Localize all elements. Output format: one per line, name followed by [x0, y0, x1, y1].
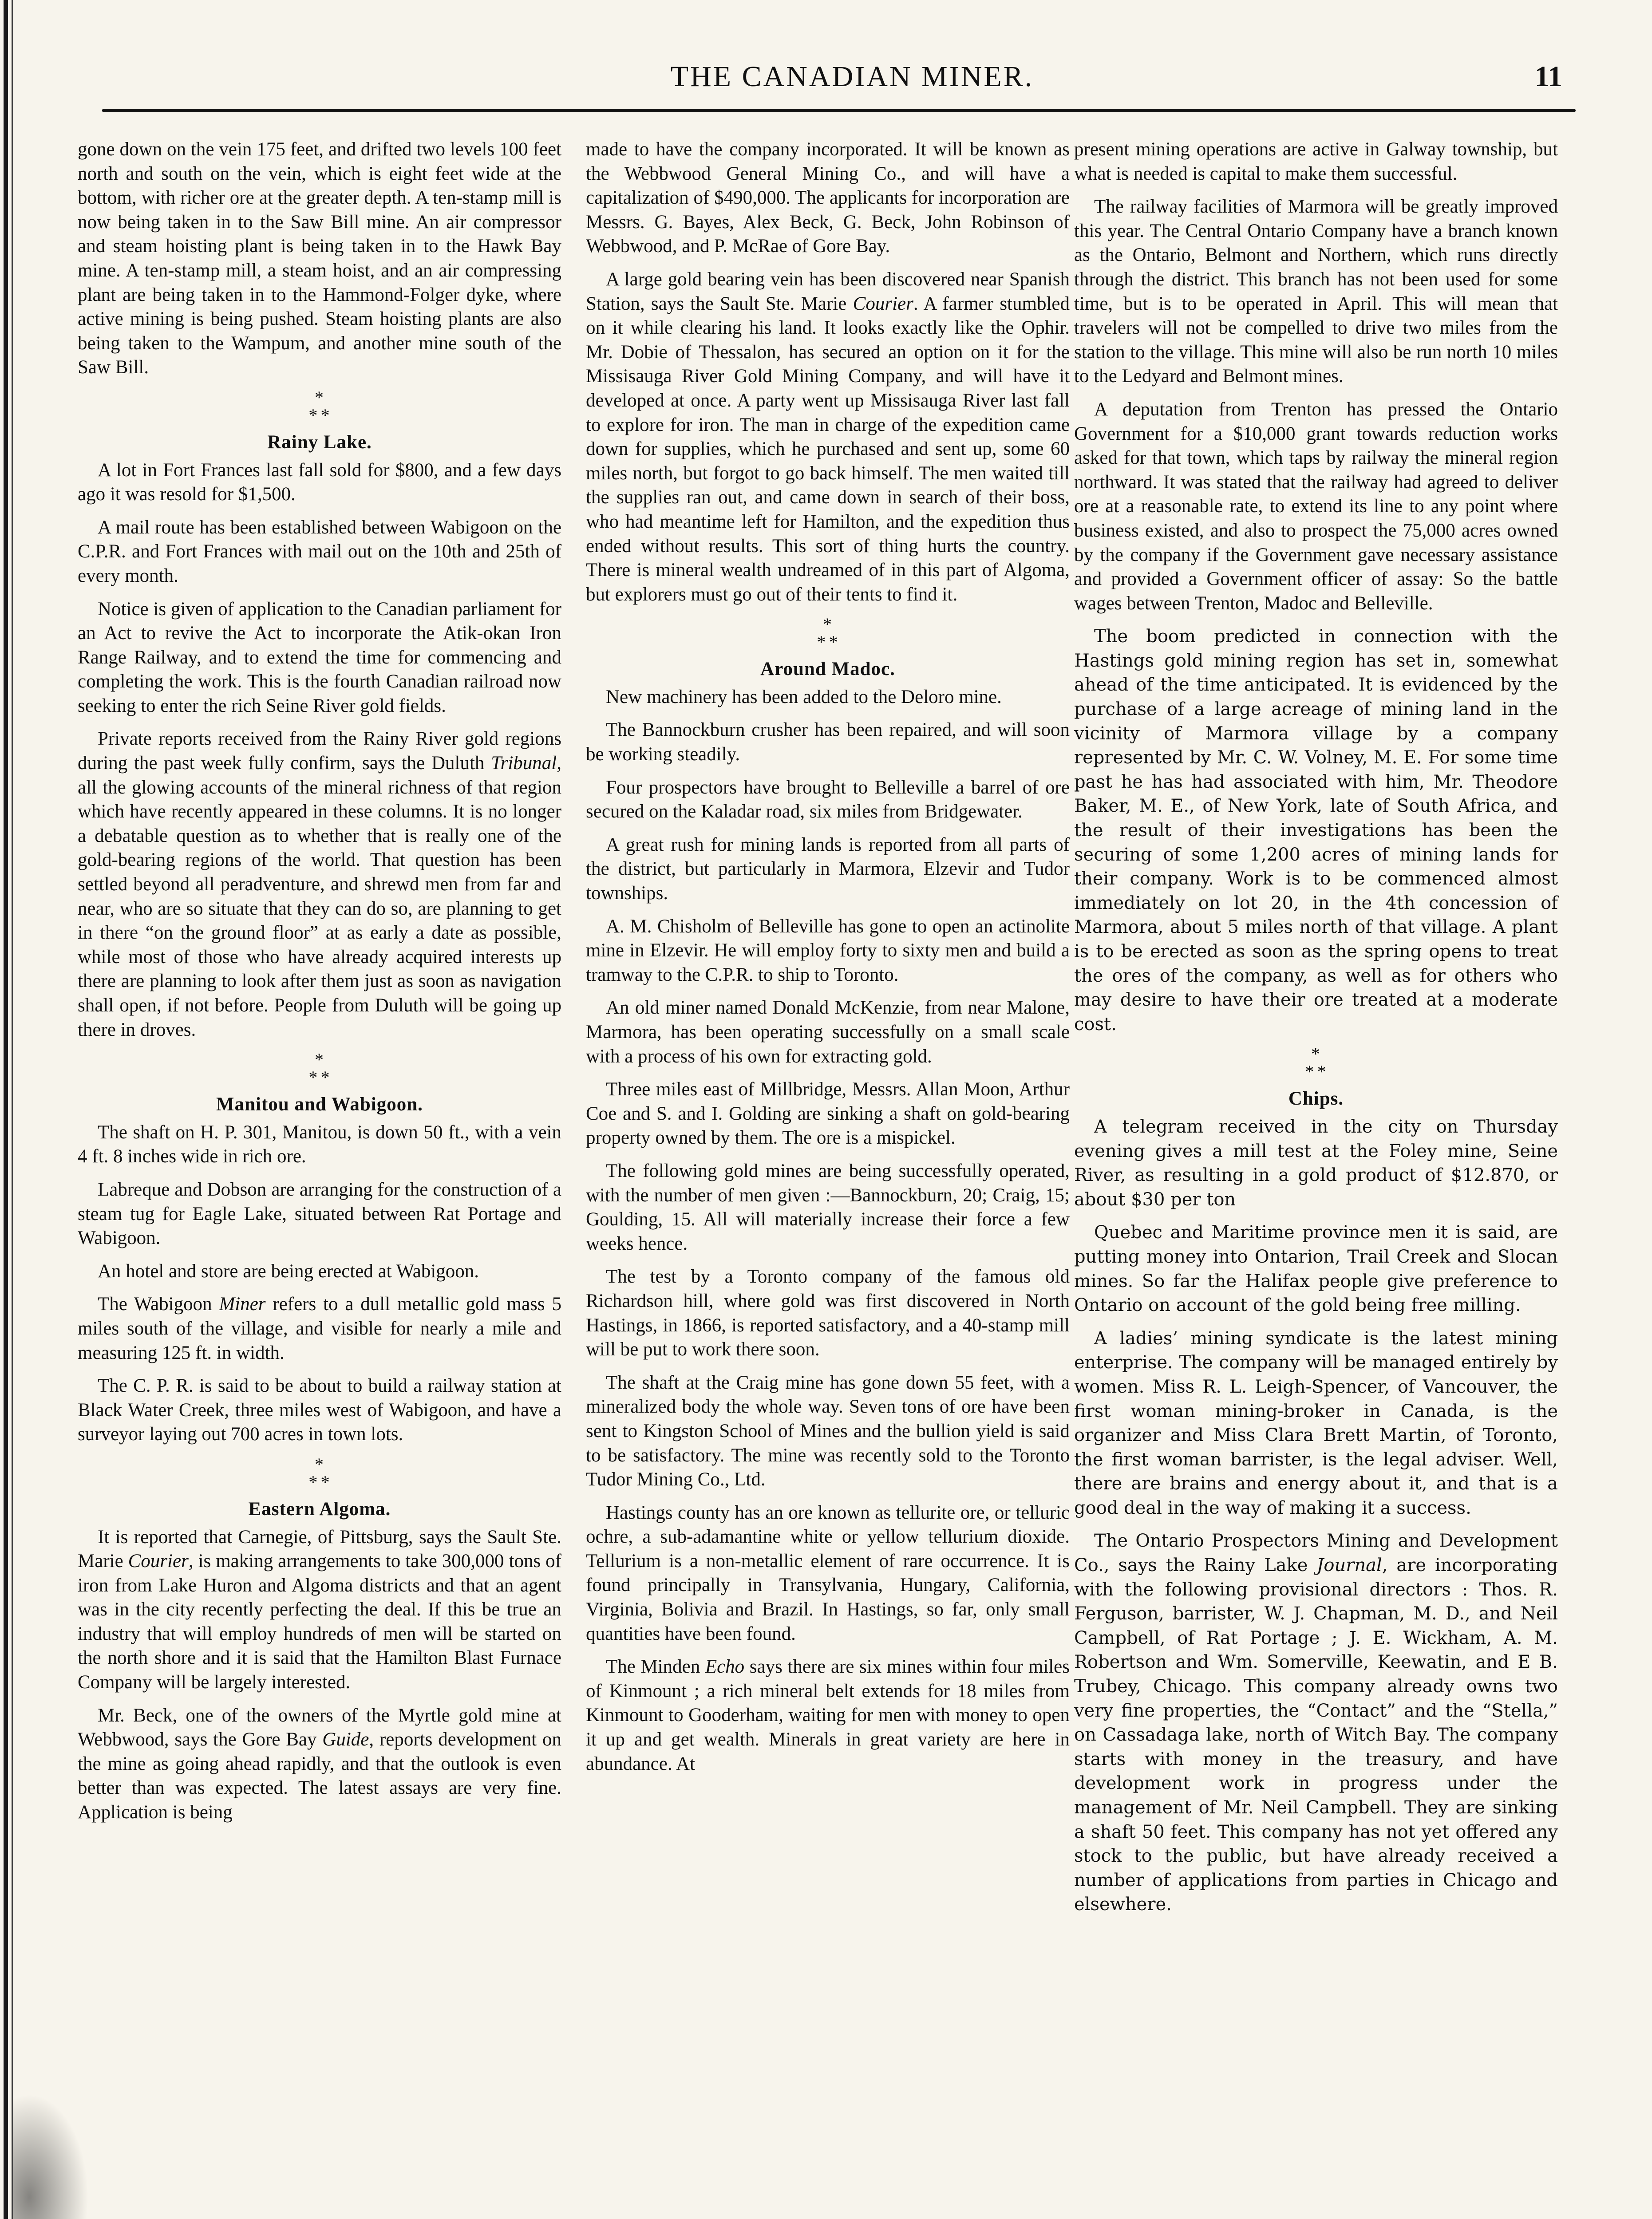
paragraph: Mr. Beck, one of the owners of the Myrtle gold mine at Webbwood, says the Gore Bay Guide, reports development on the mine as going ahead rapidly, and that the outlook is even better than was expected. The latest assays are very fine. Application is being [78, 1705, 561, 1823]
section-separator: * * * [308, 387, 331, 425]
column-2 [586, 138, 1070, 2218]
paragraph: The Wabigoon Miner refers to a dull metallic gold mass 5 miles south of the village, and visible for nearly a mile and measuring 125 ft. in width. [78, 1294, 561, 1363]
paragraph: Quebec and Maritime province men it is said, are putting money into Ontarion, Trail Creek and Slocan mines. So far the Halifax people give preference to Ontario on account of the gold being free milling. [1074, 1222, 1558, 1316]
paragraph: The Minden Echo says there are six mines within four miles of Kinmount ; a rich mineral belt extends for 18 miles from Kinmount to Gooderham, waiting for men with money to open it up and get wealth. Minerals in great variety are here in abundance. At [586, 1656, 1070, 1774]
paragraph: An old miner named Donald McKenzie, from near Malone, Marmora, has been operating successfully on a small scale with a process of his own for extracting gold. [586, 997, 1070, 1067]
paragraph: Labreque and Dobson are arranging for the construction of a steam tug for Eagle Lake, situated between Rat Portage and Wabigoon. [78, 1179, 561, 1249]
paragraph: Four prospectors have brought to Belleville a barrel of ore secured on the Kaladar road, six miles from Bridgewater. [586, 777, 1070, 822]
paragraph: The Bannockburn crusher has been repaired, and will soon be working steadily. [586, 719, 1070, 765]
header-rule [102, 109, 1576, 112]
binding-edge-inner [12, 0, 13, 2219]
paragraph: Private reports received from the Rainy River gold regions during the past week fully confirm, says the Duluth Tribunal, all the glowing accounts of the mineral richness of that region which have recently appeared in these columns. It is no longer a debatable question as to whether that is really one of the gold-bearing regions of the world. That question has been settled beyond all peradventure, and shrewd men from far and near, who are so situate that they can do so, are planning to get in there “on the ground floor” at as early a date as possible, while most of those who have already acquired interests up there are planning to look after them just as soon as navigation shall open, if not before. People from Duluth will be going up there in droves. [78, 728, 561, 1040]
section-separator: * * * [308, 1454, 331, 1492]
article-continuation: made to have the company incorporated. It will be known as the Webbwood General Mining Co., and will have a capitalization of $490,000. The applicants for incorporation are Messrs. G. Bayes, Alex Beck, G. Beck, John Robinson of Webbwood, and P. McRae of Gore Bay. [586, 139, 1070, 257]
heading-around-madoc: Around Madoc. [760, 659, 895, 680]
paragraph: Hastings county has an ore known as tellurite ore, or telluric ochre, a sub-adamantine white or yellow tellurium dioxide. Tellurium is a non-metallic element of rare occurrence. It is found principally in Transylvania, Hungary, California, Virginia, Bolivia and Brazil. In Hastings, so far, only small quantities have been found. [586, 1502, 1070, 1644]
paragraph: An hotel and store are being erected at Wabigoon. [98, 1260, 479, 1282]
heading-eastern-algoma: Eastern Algoma. [248, 1498, 391, 1520]
article-continuation: gone down on the vein 175 feet, and drifted two levels 100 feet north and south on the vein, which is eight feet wide at the bottom, with richer ore at the greater depth. A ten-stamp mill is now being taken in to the Saw Bill mine. An air compressor and steam hoisting plant is being taken in to the Hawk Bay mine. A ten-stamp mill, a steam hoist, and an air compressing plant are being taken in to the Hammond-Folger dyke, where active mining is being pushed. Steam hoisting plants are also being taken to the Wampum, and another mine south of the Saw Bill. [78, 139, 561, 378]
heading-manitou-wabigoon: Manitou and Wabigoon. [216, 1094, 423, 1115]
binding-edge [4, 0, 8, 2219]
paragraph: A deputation from Trenton has pressed the Ontario Government for a $10,000 grant towards reduction works asked for that town, which taps by railway the mineral region northward. It was stated that the railway had agreed to deliver ore at a reasonable rate, to extend its line to any point where business existed, and also to prospect the 75,000 acres owned by the company if the Government gave necessary assistance and provided a Government officer of assay: So the battle wages between Trenton, Madoc and Belleville. [1074, 399, 1558, 614]
paragraph: The test by a Toronto company of the famous old Richardson hill, where gold was first discovered in North Hastings, in 1866, is reported satisfactory, and a 40-stamp mill will be put to work there soon. [586, 1266, 1070, 1360]
paragraph: New machinery has been added to the Deloro mine. [606, 686, 1002, 707]
heading-chips: Chips. [1288, 1088, 1344, 1110]
heading-rainy-lake: Rainy Lake. [267, 431, 372, 453]
column-3 [1074, 138, 1558, 2218]
paragraph: The following gold mines are being successfully operated, with the number of men given :—Bannockburn, 20; Craig, 15; Goulding, 15. All will materially increase their force a few weeks hence. [586, 1160, 1070, 1254]
paragraph: A great rush for mining lands is reported from all parts of the district, but particularly in Marmora, Elzevir and Tudor townships. [586, 834, 1070, 904]
paragraph: The boom predicted in connection with the Hastings gold mining region has set in, somewhat ahead of the time anticipated. It is evidenced by the purchase of a large acreage of mining land in the vicinity of Marmora village by a company represented by Mr. C. W. Volney, M. E. For some time past he has had associated with him, Mr. Theodore Baker, M. E., of New York, late of South Africa, and the result of their investigations has been the securing of some 1,200 acres of mining lands for their company. Work is to be commenced almost immediately on lot 20, in the 4th concession of Marmora, about 5 miles north of that village. A plant is to be erected as soon as the spring opens to treat the ores of the company, as well as for others who may desire to have their ore treated at a moderate cost. [1074, 626, 1558, 1034]
paragraph: The shaft on H. P. 301, Manitou, is down 50 ft., with a vein 4 ft. 8 inches wide in rich ore. [78, 1121, 561, 1167]
paragraph: A telegram received in the city on Thursday evening gives a mill test at the Foley mine, Seine River, as resulting in a gold product of $12.870, or about $30 per ton [1074, 1116, 1558, 1210]
paragraph: A lot in Fort Frances last fall sold for $800, and a few days ago it was resold for $1,500. [78, 459, 561, 505]
paragraph: The Ontario Prospectors Mining and Development Co., says the Rainy Lake Journal, are incorporating with the following provisional directors : Thos. R. Ferguson, barrister, W. J. Chapman, M. D., and Neil Campbell, of Rat Portage ; J. E. Wickham, A. M. Robertson and Wm. Somerville, Keewatin, and E B. Trubey, Chicago. This company already owns two very fine properties, the “Contact” and the “Stella,” on Cassadaga lake, north of Witch Bay. The company starts with money in the treasury, and have development work in progress under the management of Mr. Neil Campbell. They are sinking a shaft 50 feet. This company has not yet offered any stock to the public, but have already received a number of applications from parties in Chicago and elsewhere. [1074, 1531, 1558, 1915]
publication-title: THE CANADIAN MINER. [670, 60, 1034, 93]
article-continuation: present mining operations are active in Galway township, but what is needed is capital to make them successful. [1074, 139, 1558, 184]
paragraph: Three miles east of Millbridge, Messrs. Allan Moon, Arthur Coe and S. and I. Golding are sinking a shaft on gold-bearing property owned by them. The ore is a mispickel. [586, 1079, 1070, 1149]
column-1 [78, 138, 561, 2218]
paragraph: Notice is given of application to the Canadian parliament for an Act to revive the Act to incorporate the Atik-okan Iron Range Railway, and to extend the time for commencing and completing the work. This is the fourth Canadian railroad now seeking to enter the rich Seine River gold fields. [78, 598, 561, 716]
paragraph: The C. P. R. is said to be about to build a railway station at Black Water Creek, three miles west of Wabigoon, and have a surveyor laying out 700 acres in town lots. [78, 1375, 561, 1445]
paragraph: A. M. Chisholm of Belleville has gone to open an actinolite mine in Elzevir. He will employ forty to sixty men and build a tramway to the C.P.R. to ship to Toronto. [586, 916, 1070, 985]
section-separator: * * * [308, 1050, 331, 1088]
paragraph: A large gold bearing vein has been discovered near Spanish Station, says the Sault Ste. Marie Courier. A farmer stumbled on it while clearing his land. It looks exactly like the Ophir. Mr. Dobie of Thessalon, has secured an option on it for the Missisauga River Gold Mining Company, and will have it developed at once. A party went up Missisauga River last fall to explore for iron. The man in charge of the expedition came down for supplies, which he purchased and sent up, some 60 miles north, but forgot to go back himself. The men waited till the supplies ran out, and came down in search of their boss, who had meantime left for Hamilton, and the expedition thus ended without results. This sort of thing hurts the country. There is mineral wealth undreamed of in this part of Algoma, but explorers must go out of their tents to find it. [586, 268, 1070, 605]
running-head [142, 60, 1562, 109]
section-separator: * * * [1305, 1044, 1327, 1082]
paragraph: The shaft at the Craig mine has gone down 55 feet, with a mineralized body the whole way. Seven tons of ore have been sent to Kingston School of Mines and the bullion yield is said to be satisfactory. The mine was recently sold to the Toronto Tudor Mining Co., Ltd. [586, 1372, 1070, 1490]
paragraph: It is reported that Carnegie, of Pittsburg, says the Sault Ste. Marie Courier, is making arrangements to take 300,000 tons of iron from Lake Huron and Algoma districts and that an agent was in the city recently perfecting the deal. If this be true an industry that will employ hundreds of men will be started on the north shore and it is said that the Hamilton Blast Furnace Company will be largely interested. [78, 1526, 561, 1693]
paragraph: The railway facilities of Marmora will be greatly improved this year. The Central Ontario Company have a branch known as the Ontario, Belmont and Northern, which runs directly through the district. This branch has not been used for some time, but is to be operated in April. This will mean that travelers will not be compelled to drive two miles from the station to the village. This mine will also be run north 10 miles to the Ledyard and Belmont mines. [1074, 196, 1558, 387]
page-number: 11 [1534, 60, 1562, 93]
paragraph: A mail route has been established between Wabigoon on the C.P.R. and Fort Frances with mail out on the 10th and 25th of every month. [78, 517, 561, 586]
paragraph: A ladies’ mining syndicate is the latest mining enterprise. The company will be managed entirely by women. Miss R. L. Leigh-Spencer, of Vancouver, the first woman mining-broker in Canada, is the organizer and Miss Clara Brett Martin, of Toronto, the first woman barrister, is the legal adviser. Well, there are brains and energy about it, and that is a good deal in the way of making it a success. [1074, 1328, 1558, 1518]
section-separator: * * * [817, 614, 839, 652]
